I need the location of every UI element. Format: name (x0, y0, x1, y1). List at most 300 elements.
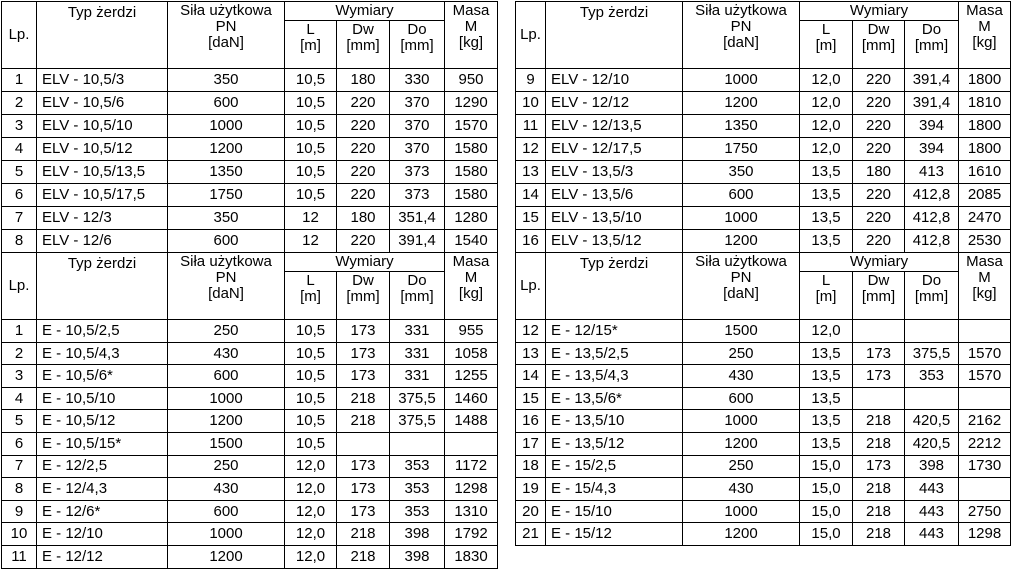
force-cell: 1200 (168, 545, 285, 568)
do-cell: 331 (390, 365, 445, 388)
force-header (683, 253, 800, 320)
dw-cell: 218 (853, 523, 905, 546)
mass-cell: 1792 (445, 523, 498, 546)
lp-cell: 5 (2, 410, 37, 433)
length-cell: 10,5 (285, 320, 337, 343)
table-row (516, 230, 1011, 253)
force-cell: 430 (168, 478, 285, 501)
do-cell: 398 (390, 545, 445, 568)
mass-header-label: Masa (966, 253, 1003, 270)
do-cell: 351,4 (390, 207, 445, 230)
mass-cell: 1255 (445, 365, 498, 388)
mass-cell: 1610 (959, 161, 1011, 184)
lp-cell: 21 (516, 523, 546, 546)
dw-cell: 173 (337, 500, 390, 523)
force-cell: 1200 (168, 410, 285, 433)
table-row (2, 230, 498, 253)
force-header-unit: [daN] (208, 33, 244, 51)
type-cell: E - 12/10 (37, 523, 168, 546)
do-cell: 353 (390, 478, 445, 501)
length-cell: 13,5 (800, 387, 853, 410)
table-row (516, 365, 1011, 388)
force-header-symbol: PN (730, 268, 752, 286)
force-cell: 1000 (168, 387, 285, 410)
force-header-label: Siła użytkowa (180, 2, 272, 19)
mass-cell: 950 (445, 69, 498, 92)
length-header (800, 272, 853, 320)
force-header-unit: [daN] (208, 284, 244, 302)
length-cell: 10,5 (285, 184, 337, 207)
dw-cell: 218 (853, 432, 905, 455)
mass-cell: 2470 (959, 207, 1011, 230)
length-cell: 10,5 (285, 432, 337, 455)
table-row (2, 161, 498, 184)
table-row (2, 92, 498, 115)
length-cell: 10,5 (285, 138, 337, 161)
do-header-label: Do (921, 21, 942, 38)
force-cell: 1000 (168, 523, 285, 546)
do-cell: 373 (390, 184, 445, 207)
length-header-label: L (821, 272, 831, 289)
length-cell: 15,0 (800, 500, 853, 523)
dw-header-unit: [mm] (861, 287, 896, 305)
type-cell: E - 13,5/4,3 (546, 365, 683, 388)
e-table-left (1, 252, 498, 569)
length-cell: 12,0 (800, 115, 853, 138)
dw-cell: 173 (337, 342, 390, 365)
table-row (516, 410, 1011, 433)
force-cell: 1200 (168, 138, 285, 161)
do-cell: 331 (390, 342, 445, 365)
do-header-label: Do (921, 272, 942, 289)
type-cell: ELV - 12/6 (37, 230, 168, 253)
mass-cell (959, 478, 1011, 501)
type-cell: ELV - 10,5/6 (37, 92, 168, 115)
length-cell: 13,5 (800, 207, 853, 230)
mass-cell: 1058 (445, 342, 498, 365)
length-cell: 10,5 (285, 387, 337, 410)
mass-cell: 1280 (445, 207, 498, 230)
do-cell: 375,5 (905, 342, 959, 365)
do-cell: 391,4 (390, 230, 445, 253)
force-cell: 600 (168, 500, 285, 523)
mass-header-label: Masa (966, 2, 1003, 19)
type-cell: ELV - 10,5/17,5 (37, 184, 168, 207)
length-header-label: L (306, 272, 315, 289)
mass-header-symbol: M (978, 268, 991, 286)
mass-cell (959, 387, 1011, 410)
header-row (516, 2, 1011, 21)
force-header-label: Siła użytkowa (695, 253, 787, 270)
dw-header-unit: [mm] (346, 36, 380, 54)
empty-row-space (516, 545, 1011, 568)
do-header-unit: [mm] (400, 36, 434, 54)
type-cell: ELV - 13,5/12 (546, 230, 683, 253)
do-cell: 412,8 (905, 207, 959, 230)
elv-table-right (515, 1, 1011, 253)
mass-cell: 2162 (959, 410, 1011, 433)
mass-cell: 1800 (959, 115, 1011, 138)
dw-cell: 220 (337, 138, 390, 161)
table-row (516, 115, 1011, 138)
table-row (2, 342, 498, 365)
type-cell: E - 10,5/12 (37, 410, 168, 433)
length-cell: 10,5 (285, 92, 337, 115)
type-cell: E - 13,5/2,5 (546, 342, 683, 365)
table-row (2, 432, 498, 455)
table-row (2, 455, 498, 478)
type-cell: ELV - 12/3 (37, 207, 168, 230)
table-row (516, 455, 1011, 478)
mass-cell: 1570 (959, 342, 1011, 365)
dw-cell: 220 (853, 92, 905, 115)
force-cell: 1200 (683, 92, 800, 115)
mass-header-label: Masa (452, 2, 490, 19)
do-cell: 394 (905, 115, 959, 138)
type-cell: ELV - 10,5/3 (37, 69, 168, 92)
length-cell: 12,0 (285, 455, 337, 478)
lp-cell: 8 (2, 478, 37, 501)
length-cell: 15,0 (800, 523, 853, 546)
mass-cell: 1810 (959, 92, 1011, 115)
length-cell: 13,5 (800, 410, 853, 433)
lp-cell: 10 (516, 92, 546, 115)
lp-cell: 5 (2, 161, 37, 184)
force-cell: 250 (168, 455, 285, 478)
mass-cell: 1460 (445, 387, 498, 410)
dw-header-unit: [mm] (861, 36, 896, 54)
force-cell: 600 (683, 387, 800, 410)
type-cell: E - 12/4,3 (37, 478, 168, 501)
length-cell: 13,5 (800, 432, 853, 455)
force-cell: 1500 (683, 320, 800, 343)
lp-cell: 14 (516, 365, 546, 388)
mass-cell: 1580 (445, 138, 498, 161)
do-header (390, 21, 445, 69)
mass-cell: 2212 (959, 432, 1011, 455)
lp-cell: 11 (516, 115, 546, 138)
force-cell: 1200 (683, 523, 800, 546)
table-row (516, 432, 1011, 455)
lp-cell: 20 (516, 500, 546, 523)
do-header-unit: [mm] (400, 287, 434, 305)
mass-cell: 1172 (445, 455, 498, 478)
force-cell: 600 (168, 92, 285, 115)
type-cell: ELV - 10,5/12 (37, 138, 168, 161)
do-cell: 375,5 (390, 410, 445, 433)
mass-header (959, 2, 1011, 69)
e-table-right (515, 252, 1011, 568)
mass-header (959, 253, 1011, 320)
dw-cell (853, 387, 905, 410)
lp-cell: 14 (516, 184, 546, 207)
length-header (285, 272, 337, 320)
dw-cell: 180 (337, 207, 390, 230)
table-row (516, 478, 1011, 501)
table-row (2, 69, 498, 92)
dw-cell: 220 (337, 184, 390, 207)
type-cell: E - 12/12 (37, 545, 168, 568)
dw-cell: 173 (853, 455, 905, 478)
dw-cell: 180 (853, 161, 905, 184)
mass-header-unit: [kg] (458, 284, 484, 302)
force-cell: 1350 (168, 161, 285, 184)
mass-cell: 2750 (959, 500, 1011, 523)
do-header-unit: [mm] (914, 36, 949, 54)
mass-cell: 1298 (445, 478, 498, 501)
length-cell: 13,5 (800, 230, 853, 253)
force-cell: 1750 (168, 184, 285, 207)
length-header-unit: [m] (815, 36, 837, 54)
type-cell: E - 13,5/6* (546, 387, 683, 410)
length-cell: 12,0 (800, 320, 853, 343)
length-header-unit: [m] (300, 36, 321, 54)
dw-cell: 220 (853, 138, 905, 161)
table-row (516, 320, 1011, 343)
do-header-label: Do (407, 272, 427, 289)
do-cell: 443 (905, 478, 959, 501)
dw-cell: 173 (337, 365, 390, 388)
force-cell: 1200 (683, 230, 800, 253)
do-cell: 331 (390, 320, 445, 343)
mass-cell: 1488 (445, 410, 498, 433)
force-header-symbol: PN (215, 268, 237, 286)
table-row (2, 410, 498, 433)
dw-header (853, 21, 905, 69)
force-cell: 250 (168, 320, 285, 343)
do-cell: 420,5 (905, 432, 959, 455)
length-cell: 10,5 (285, 410, 337, 433)
type-cell: E - 12/2,5 (37, 455, 168, 478)
type-cell: E - 15/10 (546, 500, 683, 523)
lp-cell: 1 (2, 320, 37, 343)
force-cell: 1500 (168, 432, 285, 455)
force-header-unit: [daN] (723, 33, 759, 51)
dimensions-header: Wymiary (285, 2, 445, 21)
type-cell: E - 13,5/10 (546, 410, 683, 433)
do-header-label: Do (407, 21, 427, 38)
table-row (516, 138, 1011, 161)
dw-cell: 220 (337, 161, 390, 184)
lp-cell: 7 (2, 455, 37, 478)
length-cell: 10,5 (285, 342, 337, 365)
type-header: Typ żerdzi (37, 253, 168, 320)
force-header-unit: [daN] (723, 284, 759, 302)
force-cell: 600 (168, 365, 285, 388)
mass-cell: 1580 (445, 184, 498, 207)
header-row (516, 253, 1011, 272)
lp-cell: 9 (516, 69, 546, 92)
force-header-symbol: PN (215, 17, 237, 35)
type-cell: ELV - 12/17,5 (546, 138, 683, 161)
header-row (2, 253, 498, 272)
mass-header-unit: [kg] (972, 284, 997, 302)
lp-cell: 4 (2, 387, 37, 410)
dw-cell: 173 (337, 478, 390, 501)
dw-cell: 218 (853, 410, 905, 433)
type-header: Typ żerdzi (546, 253, 683, 320)
force-header-label: Siła użytkowa (180, 253, 272, 270)
length-header-unit: [m] (300, 287, 321, 305)
type-header: Typ żerdzi (546, 2, 683, 69)
mass-cell: 1298 (959, 523, 1011, 546)
force-cell: 600 (168, 230, 285, 253)
dw-cell: 220 (337, 115, 390, 138)
mass-cell: 1540 (445, 230, 498, 253)
do-cell: 353 (905, 365, 959, 388)
force-cell: 1000 (683, 500, 800, 523)
lp-cell: 12 (516, 138, 546, 161)
lp-cell: 19 (516, 478, 546, 501)
type-cell: E - 15/2,5 (546, 455, 683, 478)
lp-header: Lp. (2, 2, 37, 69)
dw-cell: 173 (337, 455, 390, 478)
table-row (2, 115, 498, 138)
mass-cell: 1830 (445, 545, 498, 568)
table-row (2, 207, 498, 230)
mass-header-symbol: M (464, 268, 478, 286)
do-cell: 353 (390, 500, 445, 523)
type-cell: ELV - 13,5/10 (546, 207, 683, 230)
force-cell: 1000 (683, 69, 800, 92)
mass-cell (445, 432, 498, 455)
do-cell: 398 (390, 523, 445, 546)
force-cell: 350 (168, 207, 285, 230)
dw-cell: 180 (337, 69, 390, 92)
dw-cell: 218 (853, 500, 905, 523)
force-header (683, 2, 800, 69)
mass-cell: 1800 (959, 69, 1011, 92)
dimensions-header: Wymiary (800, 2, 959, 21)
table-row (2, 184, 498, 207)
lp-cell: 13 (516, 161, 546, 184)
do-cell: 412,8 (905, 184, 959, 207)
force-cell: 1000 (683, 207, 800, 230)
length-cell: 12,0 (285, 523, 337, 546)
force-header-label: Siła użytkowa (695, 2, 787, 19)
dw-header (337, 21, 390, 69)
do-cell (905, 387, 959, 410)
do-cell: 413 (905, 161, 959, 184)
lp-cell: 6 (2, 184, 37, 207)
force-cell: 1000 (168, 115, 285, 138)
table-row (2, 138, 498, 161)
dw-header (853, 272, 905, 320)
force-cell: 430 (683, 478, 800, 501)
dw-cell: 218 (337, 387, 390, 410)
length-cell: 10,5 (285, 115, 337, 138)
lp-cell: 3 (2, 115, 37, 138)
force-cell: 1200 (683, 432, 800, 455)
do-cell: 420,5 (905, 410, 959, 433)
length-header (285, 21, 337, 69)
mass-cell: 1570 (445, 115, 498, 138)
dw-cell: 220 (853, 184, 905, 207)
type-cell: E - 10,5/6* (37, 365, 168, 388)
mass-header (445, 2, 498, 69)
length-cell: 13,5 (800, 184, 853, 207)
dw-cell: 218 (337, 523, 390, 546)
force-header (168, 253, 285, 320)
dw-cell: 220 (853, 69, 905, 92)
type-cell: E - 12/6* (37, 500, 168, 523)
do-cell: 370 (390, 115, 445, 138)
type-cell: E - 13,5/12 (546, 432, 683, 455)
force-cell: 350 (683, 161, 800, 184)
lp-cell: 8 (2, 230, 37, 253)
lp-cell: 3 (2, 365, 37, 388)
type-cell: E - 10,5/4,3 (37, 342, 168, 365)
length-cell: 12,0 (285, 478, 337, 501)
force-cell: 350 (168, 69, 285, 92)
mass-header (445, 253, 498, 320)
do-header-unit: [mm] (914, 287, 949, 305)
dw-cell: 220 (337, 92, 390, 115)
do-cell: 443 (905, 500, 959, 523)
table-row (516, 342, 1011, 365)
force-cell: 1000 (683, 410, 800, 433)
lp-header: Lp. (516, 253, 546, 320)
force-cell: 1750 (683, 138, 800, 161)
dw-header (337, 272, 390, 320)
lp-cell: 6 (2, 432, 37, 455)
lp-cell: 13 (516, 342, 546, 365)
dw-cell: 218 (337, 410, 390, 433)
dw-header-label: Dw (867, 21, 890, 38)
lp-cell: 12 (516, 320, 546, 343)
do-cell: 443 (905, 523, 959, 546)
table-row (2, 365, 498, 388)
type-cell: ELV - 13,5/6 (546, 184, 683, 207)
dw-cell: 220 (853, 115, 905, 138)
lp-cell: 15 (516, 207, 546, 230)
table-row (516, 523, 1011, 546)
lp-cell: 11 (2, 545, 37, 568)
dw-cell: 173 (853, 342, 905, 365)
dw-header-label: Dw (352, 21, 374, 38)
do-header (390, 272, 445, 320)
type-cell: E - 15/12 (546, 523, 683, 546)
force-cell: 250 (683, 455, 800, 478)
mass-header-symbol: M (978, 17, 991, 35)
dw-header-label: Dw (867, 272, 890, 289)
type-cell: ELV - 12/12 (546, 92, 683, 115)
lp-cell: 16 (516, 230, 546, 253)
dw-cell (853, 320, 905, 343)
mass-cell: 1800 (959, 138, 1011, 161)
lp-cell: 2 (2, 92, 37, 115)
force-header (168, 2, 285, 69)
mass-cell (959, 320, 1011, 343)
table-row (2, 387, 498, 410)
table-row (516, 184, 1011, 207)
table-row (516, 69, 1011, 92)
mass-header-symbol: M (464, 17, 478, 35)
force-cell: 430 (168, 342, 285, 365)
type-cell: E - 12/15* (546, 320, 683, 343)
type-cell: E - 10,5/2,5 (37, 320, 168, 343)
length-cell: 10,5 (285, 161, 337, 184)
do-cell: 370 (390, 138, 445, 161)
elv-table-left (1, 1, 498, 253)
mass-header-unit: [kg] (458, 33, 484, 51)
length-header-unit: [m] (815, 287, 837, 305)
mass-cell: 2530 (959, 230, 1011, 253)
mass-header-unit: [kg] (972, 33, 997, 51)
length-cell: 10,5 (285, 69, 337, 92)
length-cell: 15,0 (800, 455, 853, 478)
type-cell: E - 10,5/10 (37, 387, 168, 410)
